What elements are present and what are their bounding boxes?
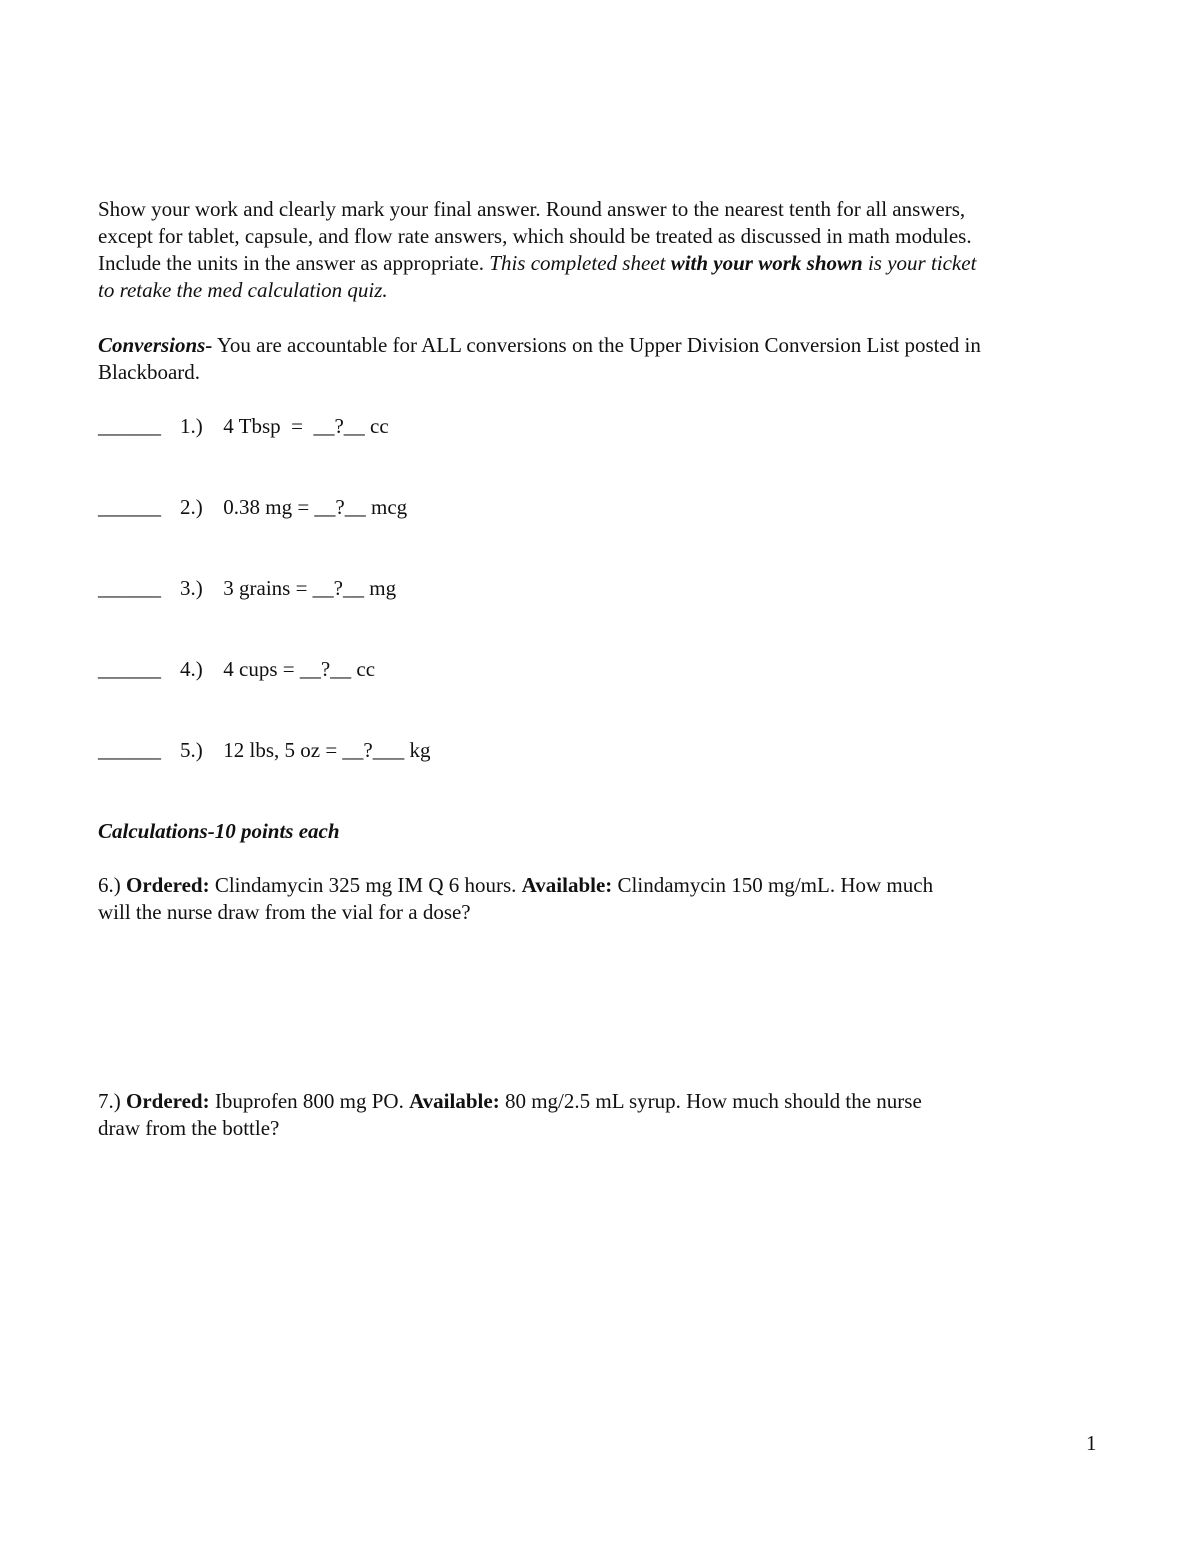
conversion-question-3 [98,575,1098,605]
conversion-question-1 [98,413,1098,443]
ticket-text-italic-end: is your ticket [862,251,977,275]
question-text: 4 cups = __?__ cc [218,657,376,681]
calculation-question-7 [98,1088,1098,1142]
conversion-question-2 [98,494,1098,524]
available-text: 80 mg/2.5 mL syrup. How much should the nurse [499,1089,922,1113]
available-text: Clindamycin 150 mg/mL. How much [612,873,934,897]
question-number: 7.) [98,1089,126,1113]
ordered-label: Ordered: [126,1089,210,1113]
question-6-line-2: will the nurse draw from the vial for a dose? [98,900,471,924]
question-text: 12 lbs, 5 oz = __?___ kg [218,738,431,762]
answer-blank[interactable]: ______ [98,495,161,519]
question-number: 6.) [98,873,126,897]
available-label: Available: [521,873,613,897]
page-number: 1 [1086,1431,1097,1455]
ordered-label: Ordered: [126,873,210,897]
available-label: Available: [409,1089,500,1113]
question-number: 5.) [180,738,203,762]
instructions-line-3 [98,250,1098,277]
ordered-text: Ibuprofen 800 mg PO. [209,1089,410,1113]
question-7-line-2: draw from the bottle? [98,1116,280,1140]
conversions-heading: Conversions- [98,333,213,357]
instructions-paragraph [98,196,1098,304]
question-number: 3.) [180,576,203,600]
question-6-line-1 [98,872,1098,899]
conversions-intro [98,332,1098,386]
answer-blank[interactable]: ______ [98,414,161,438]
question-text: 4 Tbsp = __?__ cc [218,414,389,438]
conversion-question-4 [98,656,1098,686]
calculations-heading: Calculations-10 points each [98,819,340,843]
conversions-text: You are accountable for ALL conversions on the Upper Division Conversion List posted in [212,333,981,357]
answer-blank[interactable]: ______ [98,738,161,762]
question-number: 1.) [180,414,203,438]
instructions-units-text: Include the units in the answer as appropriate. [98,251,490,275]
answer-blank[interactable]: ______ [98,657,161,681]
conversion-question-5 [98,737,1098,767]
ticket-text-italic: This completed sheet [489,251,671,275]
question-7-line-1 [98,1088,1098,1115]
instructions-line-1: Show your work and clearly mark your final answer. Round answer to the nearest tenth for all answers, [98,197,966,221]
question-number: 4.) [180,657,203,681]
instructions-line-2: except for tablet, capsule, and flow rate answers, which should be treated as discussed in math modules. [98,224,972,248]
instructions-line-4: to retake the med calculation quiz. [98,278,388,302]
ordered-text: Clindamycin 325 mg IM Q 6 hours. [209,873,522,897]
answer-blank[interactable]: ______ [98,576,161,600]
calculation-question-6 [98,872,1098,926]
question-text: 0.38 mg = __?__ mcg [218,495,408,519]
question-text: 3 grains = __?__ mg [218,576,397,600]
conversions-line-2: Blackboard. [98,360,201,384]
question-number: 2.) [180,495,203,519]
work-shown-emphasis: with your work shown [670,251,863,275]
conversions-line-1 [98,332,1098,359]
